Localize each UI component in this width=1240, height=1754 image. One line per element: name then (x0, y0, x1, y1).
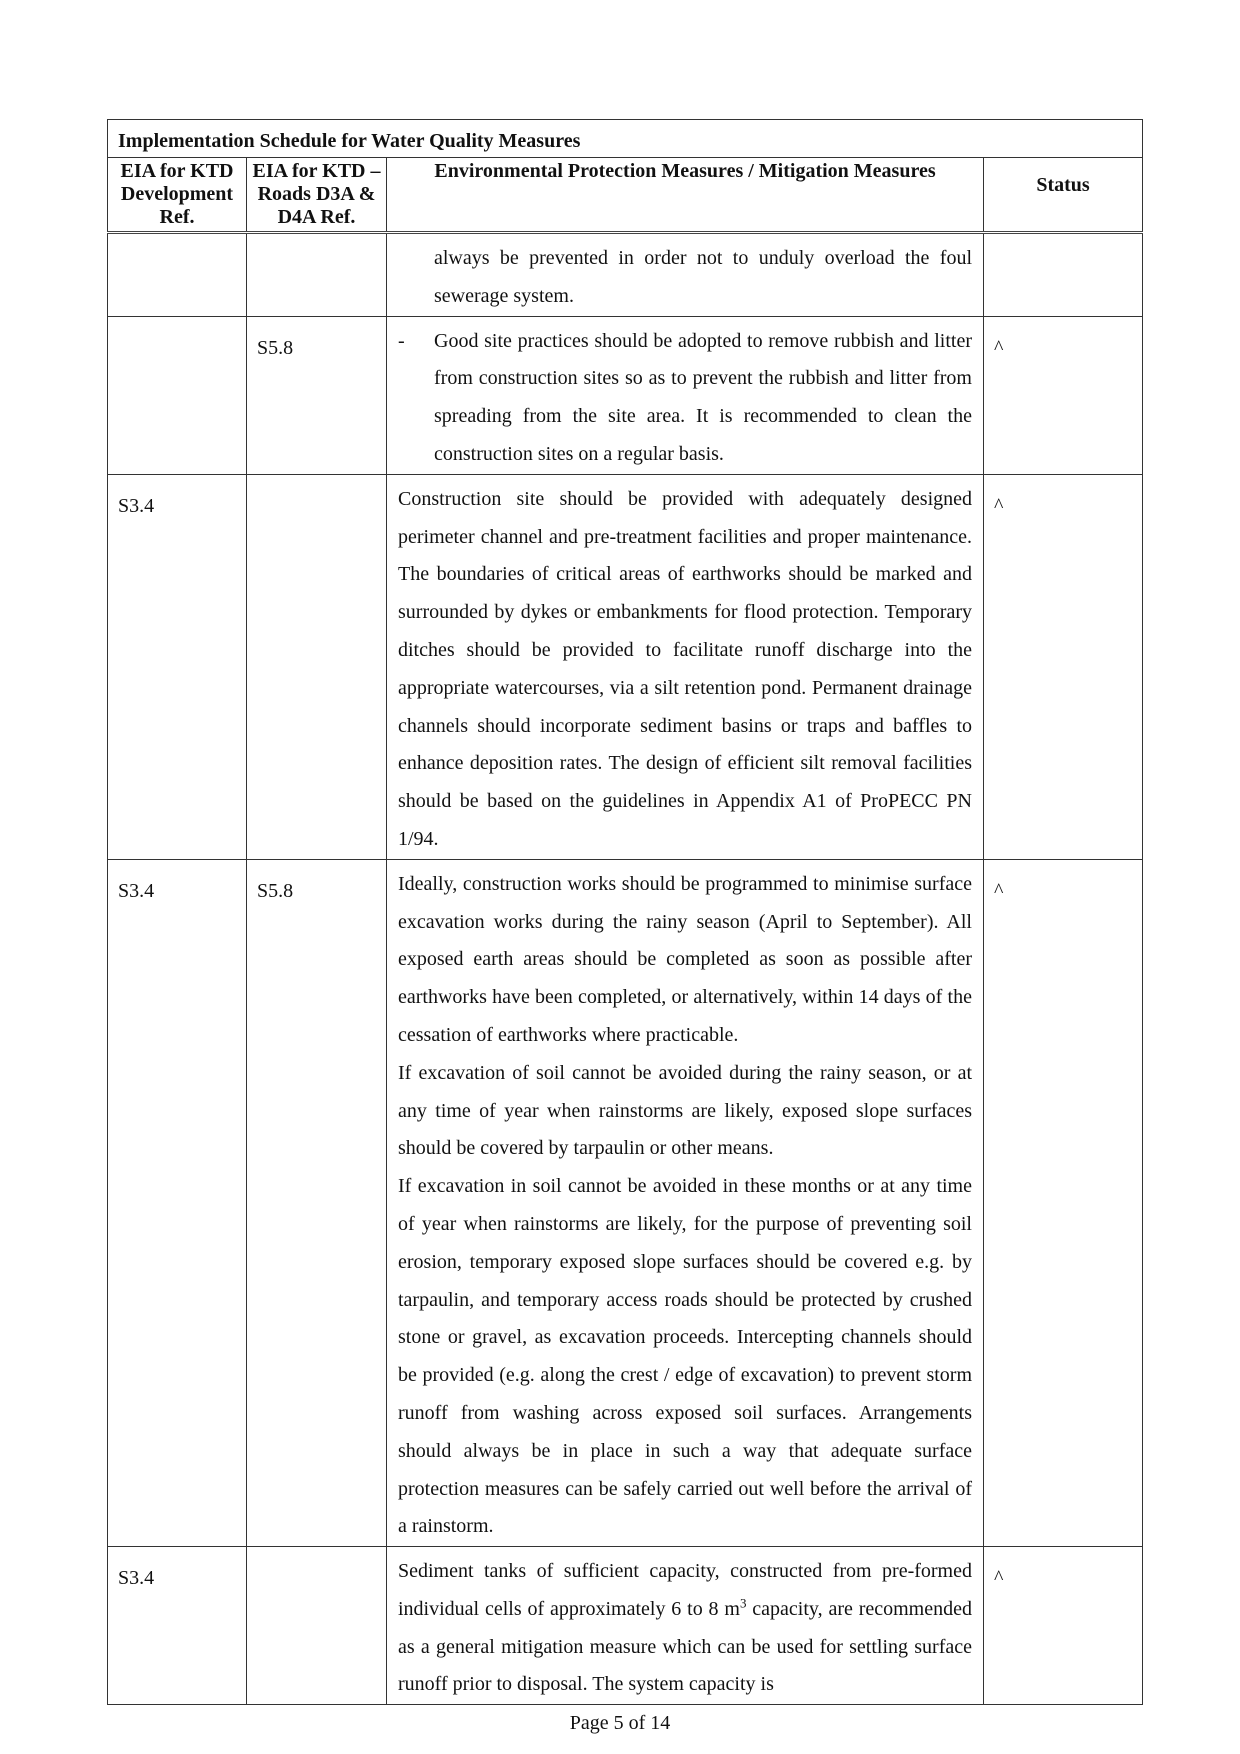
row-ref-development: S3.4 (108, 1547, 247, 1705)
measure-paragraph: If excavation of soil cannot be avoided during the rainy season, or at any time of year when rainstorms are likely, exposed slope surfaces should be covered by tarpaulin or other means. (398, 1061, 972, 1160)
measure-paragraph: Ideally, construction works should be programmed to minimise surface excavation works during the rainy season (April to September). All exposed earth areas should be completed as soon as possible after earthworks have been completed, or alternatively, within 14 days of the cessation of earthworks where practicable. (398, 872, 972, 1046)
row-ref-development: S3.4 (108, 859, 247, 1546)
table-row (108, 474, 1143, 859)
row-measure (387, 474, 984, 859)
row-measure (387, 1547, 984, 1705)
measure-text: Construction site should be provided with adequately designed perimeter channel and pre-treatment facilities and proper maintenance. The boundaries of critical areas of earthworks should be marked and surrounded by dykes or embankments for flood protection. Temporary ditches should be provided to facilitate runoff discharge into the appropriate watercourses, via a silt retention pond. Permanent drainage channels should incorporate sediment basins or traps and baffles to enhance deposition rates. The design of efficient silt removal facilities should be based on the guidelines in Appendix A1 of ProPECC PN 1/94. (398, 487, 972, 850)
header-roads-ref: EIA for KTD – Roads D3A & D4A Ref. (247, 158, 387, 233)
measure-text (398, 1553, 972, 1704)
page-label: Page (569, 1712, 609, 1734)
water-quality-schedule-table (107, 119, 1143, 1705)
header-ktd-development-ref: EIA for KTD Development Ref. (108, 158, 247, 233)
measure-text-post: capacity, are recommended as a general mitigation measure which can be used for settling surface runoff prior to disposal. The system capacity is (398, 1597, 972, 1696)
row-ref-development (108, 316, 247, 474)
measure-text-pre: Sediment tanks of sufficient capacity, constructed from pre-formed individual cells of approximately 6 to 8 m (398, 1560, 972, 1620)
measure-text: always be prevented in order not to unduly overload the foul sewerage system. (434, 247, 972, 307)
row-measure (387, 233, 984, 317)
table-row (108, 1547, 1143, 1705)
row-ref-roads: S5.8 (247, 316, 387, 474)
row-status: ^ (984, 859, 1143, 1546)
row-status (984, 233, 1143, 317)
row-ref-roads: S5.8 (247, 859, 387, 1546)
page-footer (0, 1712, 1240, 1735)
header-mitigation-measures: Environmental Protection Measures / Mitigation Measures (387, 158, 984, 233)
page-total: 14 (650, 1712, 671, 1734)
row-measure (387, 316, 984, 474)
table-row (108, 859, 1143, 1546)
table-row (108, 233, 1143, 317)
measure-paragraph: If excavation in soil cannot be avoided in these months or at any time of year when rainstorms are likely, for the purpose of preventing soil erosion, temporary exposed slope surfaces should be covered e.g. by tarpaulin, and temporary access roads should be protected by crushed stone or gravel, as excavation proceeds. Intercepting channels should be provided (e.g. along the crest / edge of excavation) to prevent storm runoff from washing across exposed soil surfaces. Arrangements should always be in place in such a way that adequate surface protection measures can be safely carried out well before the arrival of a rainstorm. (398, 1175, 972, 1538)
measure-text: Good site practices should be adopted to remove rubbish and litter from construction sites so as to prevent the rubbish and litter from spreading from the site area. It is recommended to clean the construction sites on a regular basis. (434, 329, 972, 465)
bullet-item (398, 323, 972, 474)
row-ref-roads (247, 474, 387, 859)
row-ref-development: S3.4 (108, 474, 247, 859)
header-status: Status (984, 158, 1143, 233)
table-title-row (108, 120, 1143, 158)
table-title: Implementation Schedule for Water Quality Measures (108, 120, 1143, 158)
row-ref-development (108, 233, 247, 317)
row-ref-roads (247, 1547, 387, 1705)
row-status: ^ (984, 1547, 1143, 1705)
table-header-row (108, 158, 1143, 233)
page-number: 5 (613, 1712, 624, 1734)
superscript: 3 (739, 1595, 747, 1611)
row-ref-roads (247, 233, 387, 317)
bullet-dash: - (398, 329, 405, 352)
row-status: ^ (984, 316, 1143, 474)
of-label: of (628, 1712, 646, 1734)
table-row (108, 316, 1143, 474)
row-status: ^ (984, 474, 1143, 859)
row-measure (387, 859, 984, 1546)
